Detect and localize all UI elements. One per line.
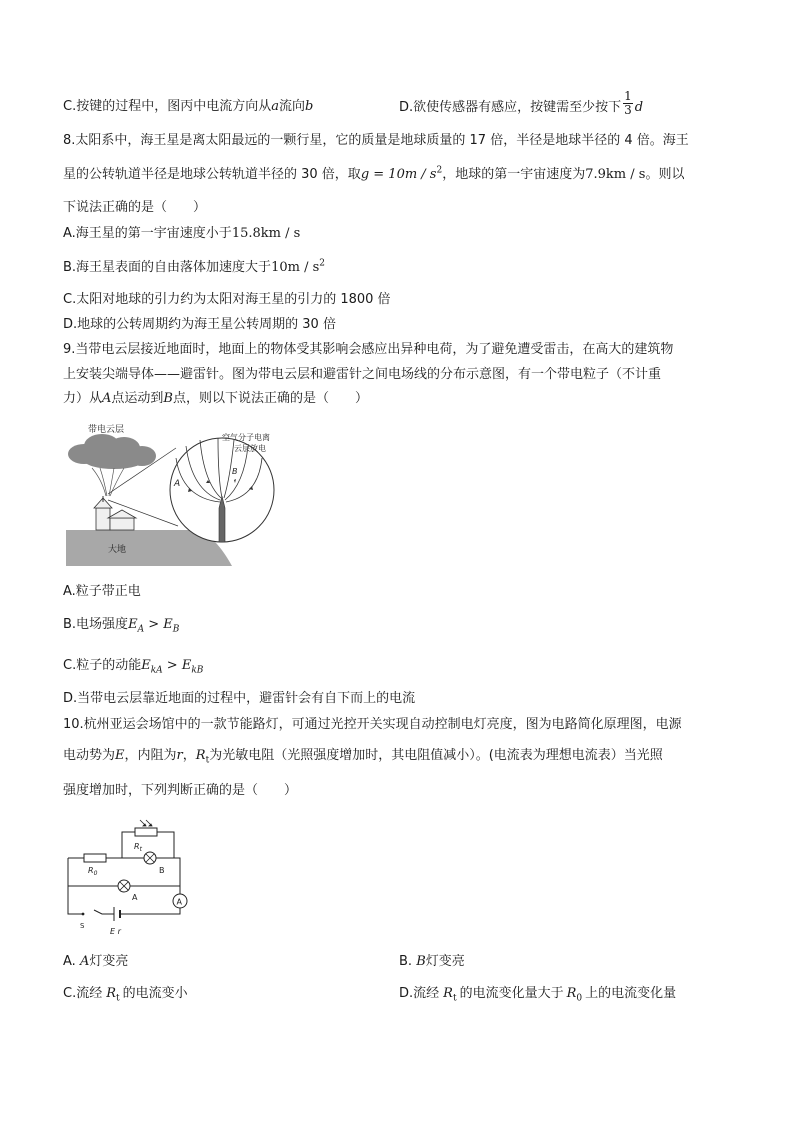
q10-option-b-prefix: B. [399, 954, 413, 969]
q10-option-c-suffix: 的电流变小 [122, 986, 188, 1001]
q10-source-label: E r [110, 927, 121, 936]
q10-var-e: E [115, 748, 125, 763]
q8-option-b [63, 259, 325, 277]
q10-var-r: r [176, 748, 183, 763]
q10-option-d-sub: t [452, 993, 457, 1004]
q8-option-a-prefix: A.海王星的第一宇宙速度小于 [63, 226, 232, 241]
q7-frac-num: 1 [624, 89, 632, 103]
q10-option-c-sub: t [116, 993, 120, 1004]
q10-switch-label: S [80, 922, 85, 930]
q9-stem-line3-a: 力）从 [63, 391, 103, 406]
q10-stem-line2-b: ，内阻为 [124, 748, 177, 763]
q10-option-d-prefix: D.流经 [399, 986, 440, 1001]
q9-e-b-sub: B [172, 624, 180, 635]
q10-option-a-prefix: A. [63, 954, 76, 969]
q10-stem-line2-c: ， [182, 748, 196, 763]
q9-option-c-prefix: C.粒子的动能 [63, 658, 142, 673]
q9-ground [66, 530, 198, 566]
q10-r0-label [88, 866, 98, 877]
q8-g-exp: 2 [436, 165, 443, 176]
q9-point-a: A [174, 479, 181, 489]
q10-switch-icon [82, 913, 85, 916]
q9-ek-a-sub: kA [150, 665, 163, 676]
q8-option-a [63, 225, 300, 243]
q10-stem-line2-a: 电动势为 [63, 748, 116, 763]
q10-lamp-a-label: A [132, 893, 138, 902]
q9-ground-label: 大地 [108, 545, 127, 555]
q10-ammeter-label: A [176, 897, 182, 907]
q9-cloud-icon [68, 434, 156, 469]
q10-option-d-suffix: 上的电流变化量 [585, 986, 677, 1001]
q9-cloud-label: 带电云层 [88, 425, 125, 435]
q7-option-c-middle: 流向 [278, 99, 305, 114]
q10-photoresistor [135, 828, 157, 836]
q7-option-c-prefix: C.按键的过程中，图丙中电流方向从 [63, 99, 272, 114]
q9-stem-line2: 上安装尖端导体——避雷针。图为带电云层和避雷针之间电场线的分布示意图，有一个带电粒子（不计重 [63, 367, 662, 382]
q9-var-b: B [163, 391, 173, 406]
q8-stem-line2-a: 星的公转轨道半径是地球公转轨道半径的 30 倍，取 [63, 167, 361, 182]
q10-var-rt-sub: t [205, 755, 210, 766]
q8-stem-line2-c: 。则以 [645, 167, 685, 182]
q8-option-a-value: 15.8km / s [231, 226, 301, 241]
q10-option-d-sub2: 0 [576, 993, 583, 1004]
q8-stem-line2 [63, 166, 684, 184]
q9-stem-line3-b: 点运动到 [111, 391, 164, 406]
q9-stem-line3 [63, 390, 368, 408]
q8-option-b-value: 10m / s [271, 260, 320, 275]
q9-gt-2: > [162, 658, 182, 673]
q9-var-a: A [102, 391, 112, 406]
q8-stem-line1: 8.太阳系中，海王星是离太阳最远的一颗行星，它的质量是地球质量的 17 倍，半径是地球半径的 4 倍。海王 [63, 133, 689, 148]
q7-option-d-prefix: D.欲使传感器有感应，按键需至少按下 [399, 100, 622, 115]
q7-option-c [63, 98, 313, 116]
q10-stem-line2 [63, 747, 663, 765]
q9-ion-label-1: 空气分子电离 [222, 433, 270, 442]
q10-resistor-r0 [84, 854, 106, 862]
q10-stem-line2-d: 为光敏电阻（光照强度增加时，其电阻值减小）。(电流表为理想电流表）当光照 [209, 748, 663, 763]
q8-option-d: D.地球的公转周期约为海王星公转周期的 30 倍 [63, 317, 336, 332]
q9-ion-label-2: 云层放电 [234, 444, 266, 453]
q10-rt-label-sub: t [139, 846, 142, 853]
q10-r0-label-sub: 0 [93, 870, 98, 877]
q9-lightning-figure [62, 418, 284, 568]
q10-lamp-a-icon [118, 880, 130, 892]
q10-option-b-suffix: 灯变亮 [425, 954, 465, 969]
q10-lamp-b-label: B [159, 866, 165, 875]
q9-option-c [63, 657, 203, 675]
q10-option-c-prefix: C.流经 [63, 986, 103, 1001]
q7-var-b: b [305, 99, 314, 114]
q10-option-a-var: A [79, 954, 90, 969]
q9-stem-line3-c: 点，则以下说法正确的是（ ） [172, 391, 368, 406]
q9-stem-line1: 9.当带电云层接近地面时，地面上的物体受其影响会感应出异种电荷，为了避免遭受雷击，在高大的建筑物 [63, 342, 674, 357]
q9-option-b-prefix: B.电场强度 [63, 617, 129, 632]
q10-option-a-suffix: 灯变亮 [89, 954, 129, 969]
q9-field-lines-small [92, 468, 124, 496]
q10-r0-label-r: R [88, 866, 94, 875]
q10-option-d [399, 985, 676, 1003]
q8-v-expr: 7.9km / s [585, 167, 646, 182]
q10-light-arrows-icon [140, 820, 152, 826]
q9-e-a: E [128, 617, 138, 632]
q8-option-c: C.太阳对地球的引力约为太阳对海王星的引力的 1800 倍 [63, 292, 391, 307]
q10-rt-label [134, 842, 143, 853]
q8-stem-line2-b: ，地球的第一宇宙速度为 [442, 167, 586, 182]
q10-option-a [63, 953, 128, 971]
q9-e-a-sub: A [137, 624, 145, 635]
q9-option-d: D.当带电云层靠近地面的过程中，避雷针会有自下而上的电流 [63, 691, 416, 706]
q8-stem-line3: 下说法正确的是（ ） [63, 200, 207, 215]
q10-option-d-var2: R [566, 986, 577, 1001]
q10-circuit-figure [60, 818, 200, 942]
q10-option-d-middle: 的电流变化量大于 [459, 986, 564, 1001]
q9-option-b [63, 616, 179, 634]
q7-var-d: d [634, 100, 644, 115]
q10-stem-line1: 10.杭州亚运会场馆中的一款节能路灯，可通过光控开关实现自动控制电灯亮度，图为电路简化原理图，电源 [63, 717, 682, 732]
q10-battery-icon [114, 907, 120, 921]
q7-option-d [399, 89, 644, 117]
q10-option-b [399, 953, 465, 971]
q10-stem-line3: 强度增加时，下列判断正确的是（ ） [63, 783, 298, 798]
q7-var-a: a [271, 99, 279, 114]
q10-rt-label-r: R [134, 842, 140, 851]
q9-ek-b-sub: kB [191, 665, 204, 676]
q10-wire-right [174, 858, 180, 886]
q10-option-b-var: B [416, 954, 426, 969]
q9-point-b: B [232, 467, 238, 476]
q9-option-a: A.粒子带正电 [63, 584, 141, 599]
q9-e-b: E [163, 617, 173, 632]
q10-option-c [63, 985, 188, 1003]
q10-lamp-b-icon [144, 852, 156, 864]
q8-option-b-prefix: B.海王星表面的自由落体加速度大于 [63, 260, 272, 275]
q7-frac-den: 3 [624, 103, 632, 117]
q9-gt-1: > [144, 617, 164, 632]
q8-g-expr: g = 10m / s [360, 167, 437, 182]
q10-option-d-var: R [443, 986, 453, 1001]
q9-ek-a: E [141, 658, 151, 673]
q7-fraction [623, 90, 633, 117]
q8-option-b-exp: 2 [319, 258, 325, 269]
q9-ek-b: E [181, 658, 192, 673]
q10-option-c-var: R [106, 986, 117, 1001]
q10-var-rt: R [195, 748, 206, 763]
